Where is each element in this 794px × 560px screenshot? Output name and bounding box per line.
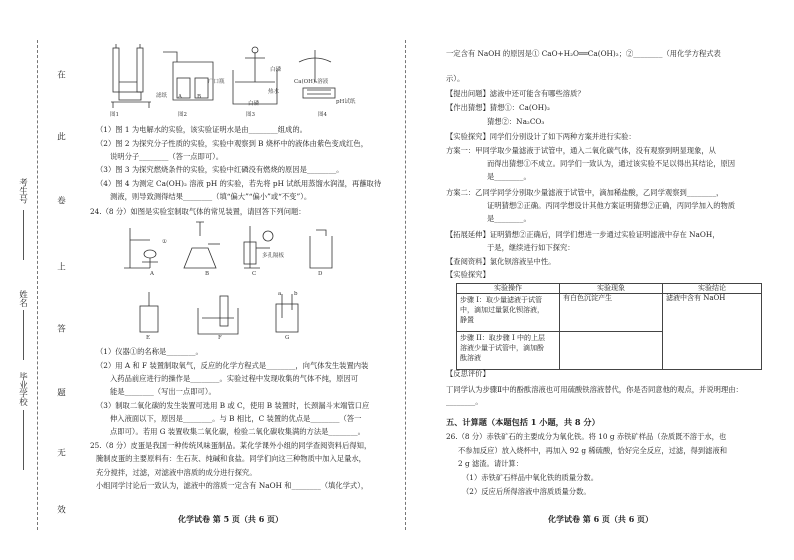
fig3-label-a: 白磷 — [248, 101, 260, 107]
q23-line: （4）图 4 为测定 Ca(OH)₂ 溶液 pH 的实验，若先将 pH 试纸用蒸馏水润湿，再蘸取待 — [96, 179, 382, 188]
q23-line: 说明分子________（答一点即可）。 — [110, 152, 224, 161]
school-label: 毕业学校 — [17, 372, 28, 406]
q24-line: （2）用 A 和 F 装置制取氧气，反应的化学方程式是________，向气体发生装置内装 — [96, 361, 369, 370]
q25-line: 25.（8 分）皮蛋是我国一种传统风味蛋制品。某化学课外小组的同学查阅资料后得知， — [90, 441, 372, 450]
reflect-text: 丁同学认为步骤Ⅱ中的酚酞溶液也可用硫酸铁溶液替代，你是否同意他的观点，并说明理由：________。 — [446, 385, 743, 407]
section5-heading: 五、计算题（本题包括 1 小题，共 8 分） — [446, 417, 600, 427]
binding-dashed-line — [37, 40, 38, 530]
q25-line: 腌制皮蛋的主要原料有：生石灰、纯碱和食盐。同学们向这三种物质中加入足量水， — [96, 454, 366, 463]
op-line: 静置 — [460, 316, 474, 325]
guess2: 猜想②：Na₂CO₃ — [487, 117, 545, 126]
fig2-label-bottle: 广口瓶 — [208, 79, 225, 85]
fig2-molecule — [163, 52, 213, 100]
name-label: 姓名 — [17, 290, 28, 307]
apparatus-label: G — [285, 335, 290, 341]
apparatus-label: A — [150, 271, 154, 277]
right-footer: 化学试卷 第 6 页（共 6 页） — [548, 514, 654, 524]
exam-no-line — [23, 210, 24, 260]
binding-char: 题 — [55, 388, 66, 397]
plan1-line: 而得出猜想①不成立。同学们一致认为，通过该实验不足以得出其结论，原因 — [487, 159, 736, 168]
q25-line: 充分搅拌，过滤，对滤液中溶质的成分进行探究。 — [96, 468, 257, 477]
apparatus-label: E — [146, 335, 151, 341]
q24-line: 点即可）。若用 G 装置收集二氧化碳，检验二氧化碳收集满的方法是________。 — [110, 427, 365, 436]
fig2-caption: 图2 — [178, 112, 187, 118]
q23-line: （1）图 1 为电解水的实验，该实验证明水是由________组成的。 — [96, 125, 307, 134]
apparatus-note: b — [294, 291, 298, 297]
op-line: 溶液少量于试管中，滴加酚 — [460, 344, 544, 353]
table-cell-con: 滤液中含有 NaOH — [663, 294, 762, 370]
fig2-label: 滤纸 — [156, 93, 168, 99]
fig4-label-b: pH试纸 — [336, 99, 356, 105]
verify-label: 【实验探究】同学们分别设计了如下两种方案并进行实验： — [446, 132, 636, 141]
q26-line: （1）赤铁矿石样品中氧化铁的质量分数。 — [462, 473, 598, 482]
reflect-label: 【反思评价】 — [446, 369, 490, 378]
binding-char: 无 — [55, 448, 66, 457]
fig3-caption: 图3 — [246, 112, 255, 118]
apparatus-label: F — [218, 335, 222, 341]
apparatus-label: D — [318, 271, 323, 277]
question-label: 【提出问题】滤液中还可能含有哪些溶质？ — [446, 89, 585, 98]
apparatus-label: C — [252, 271, 257, 277]
q24-line: （3）制取二氧化碳的发生装置可选用 B 或 C，使用 B 装置时，长颈漏斗末端管口应 — [96, 401, 370, 410]
exam-no-label: 考生号 — [17, 178, 28, 204]
q23-line: （3）图 3 为探究燃烧条件的实验，实验中红磷没有燃烧的原因是________。 — [96, 165, 344, 174]
plan1-line: 是________。 — [487, 172, 531, 181]
table-header: 实验操作 — [457, 284, 560, 294]
fig2-label-a: A — [178, 94, 182, 100]
table-cell-op — [457, 294, 560, 332]
table-header-row — [457, 284, 762, 294]
fig4-label-a: Ca(OH)₂溶液 — [294, 79, 329, 85]
q26-line: 26.（8 分）赤铁矿石的主要成分为氧化铁。将 10 g 赤铁矿样品（杂质既不溶于水，也 — [446, 432, 727, 441]
name-line — [23, 310, 24, 360]
table-header: 实验结论 — [663, 284, 762, 294]
school-line — [23, 410, 24, 470]
apparatus-note: ① — [162, 239, 167, 245]
table-cell-obs — [560, 332, 663, 370]
right-top-line: 一定含有 NaOH 的原因是① CaO+H₂O══Ca(OH)₂；②________（用化学方程式表 — [446, 49, 721, 58]
table-cell-obs: 有白色沉淀产生 — [560, 294, 663, 332]
experiment-table — [456, 283, 762, 370]
apparatus-label: B — [205, 271, 210, 277]
table-header: 实验现象 — [560, 284, 663, 294]
q23-line: 测液，则导致测得结果________（填“偏大”“偏小”或“不变”）。 — [110, 192, 312, 201]
q24-line: 伸入液面以下，原因是________。与 B 相比，C 装置的优点是________（答一 — [110, 414, 362, 423]
binding-char: 效 — [55, 505, 66, 514]
plan1-line: 方案一：甲同学取少量滤液于试管中，通入二氧化碳气体，没有观察到明显现象，从 — [446, 146, 716, 155]
ext-line: 于是，继续进行如下探究： — [487, 243, 575, 252]
q24-line: 能是________（写出一点即可）。 — [110, 387, 216, 396]
plan2-line: 证明猜想②正确。丙同学想设计其他方案证明猜想②正确，丙同学加入的物质 — [487, 201, 736, 210]
fig4-caption: 图4 — [318, 112, 327, 118]
plan2-line: 方案二：乙同学同学分别取少量滤液于试管中，滴加稀盐酸，乙同学观察到________， — [446, 188, 724, 197]
binding-char: 在 — [55, 70, 66, 79]
plan2-line: 是________。 — [487, 214, 531, 223]
q26-line: （2）反应后所得溶液中溶质质量分数。 — [462, 487, 591, 496]
verify2-label: 【实验探究】 — [446, 270, 490, 279]
op-line: 酞溶液 — [460, 354, 481, 363]
data-label: 【查阅资料】氯化钡溶液呈中性。 — [446, 257, 556, 266]
q24-heading: 24.（8 分）如图是实验室制取气体的常见装置，请回答下列问题： — [90, 207, 306, 216]
left-footer: 化学试卷 第 5 页（共 6 页） — [178, 514, 284, 524]
binding-char: 上 — [55, 262, 66, 271]
op-line: 步骤 II：取步骤 I 中的上层 — [460, 334, 545, 342]
fig1-electrolysis — [111, 44, 151, 108]
q24-line: （1）仪器①的名称是________。 — [96, 347, 203, 356]
apparatus-note: a — [278, 291, 282, 297]
q26-line: 2 g 滤渣。请计算： — [458, 459, 524, 468]
apparatus-figure — [120, 218, 350, 348]
binding-char: 卷 — [55, 196, 66, 205]
fig1-caption: 图1 — [110, 112, 119, 118]
q26-line: 不参加反应）放入烧杯中，再加入 92 g 稀硫酸，恰好完全反应，过滤，得到滤液和 — [458, 446, 728, 455]
binding-char: 答 — [55, 324, 66, 333]
ext-line: 【拓展延伸】证明猜想②正确后，同学们想进一步通过实验证明滤液中存在 NaOH， — [446, 230, 720, 239]
fig2-label-b: B — [197, 94, 202, 100]
q24-line: 入药品前应进行的操作是________。实验过程中发现收集的气体不纯，原因可 — [110, 374, 359, 383]
table-row — [457, 294, 762, 332]
fig3-label-c: 白磷 — [270, 67, 282, 73]
guess-label: 【作出猜想】猜想①：Ca(OH)₂ — [446, 103, 550, 112]
right-top-line: 示）。 — [446, 74, 465, 83]
binding-char: 此 — [55, 132, 66, 141]
q25-line: 小组同学讨论后一致认为，滤液中的溶质一定含有 NaOH 和________（填化学式）， — [96, 481, 369, 490]
apparatus-note: 多孔隔板 — [262, 253, 285, 259]
table-cell-op — [457, 332, 560, 370]
fig4-ph-test — [299, 50, 335, 98]
q23-line: （2）图 2 为探究分子性质的实验，实验中观察到 B 烧杯中的液体由紫色变成红色， — [96, 139, 369, 148]
fig3-label-b: 热水 — [268, 89, 280, 95]
op-line: 步骤 I：取少量滤液于试管 — [460, 296, 542, 304]
center-divider — [405, 40, 406, 530]
op-line: 中，滴加过量氯化钡溶液， — [460, 306, 544, 315]
